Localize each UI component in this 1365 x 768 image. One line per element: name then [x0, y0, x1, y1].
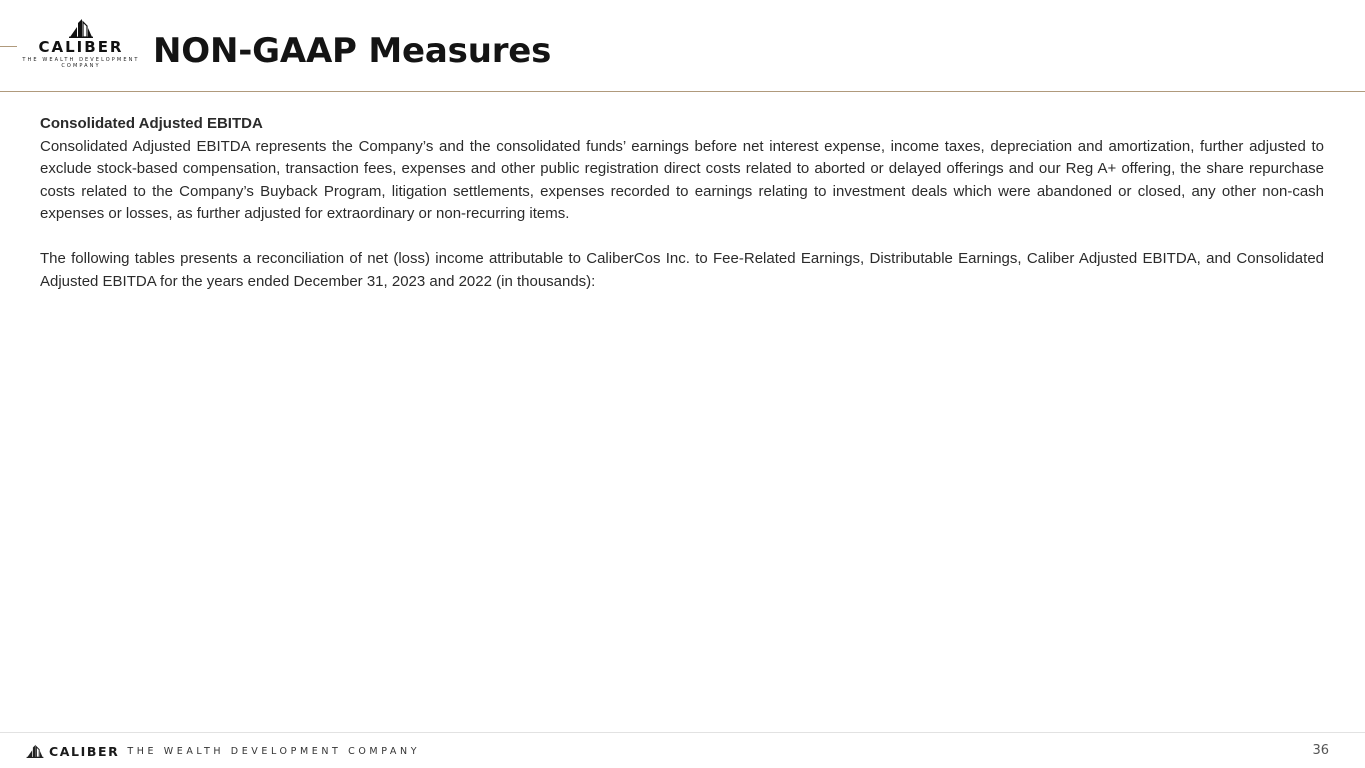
- footer-tagline: THE WEALTH DEVELOPMENT COMPANY: [127, 745, 421, 757]
- page-title: NON-GAAP Measures: [153, 31, 552, 71]
- slide-header: [0, 0, 1365, 93]
- footer-divider: [0, 732, 1365, 733]
- definition-paragraph: Consolidated Adjusted EBITDA represents the Company’s and the consolidated funds’ earnings before net interest expense, income taxes, depreciation and amortization, further adjusted to exclude stock-based compensation, transaction fees, expenses and other public registration direct costs related to aborted or delayed offerings and our Reg A+ offering, the share repurchase costs related to the Company’s Buyback Program, litigation settlements, expenses recorded to earnings relating to investment deals which were abandoned or closed, any other non-cash expenses or losses, as further adjusted for extraordinary or non-recurring items.: [40, 137, 1324, 222]
- caliber-building-icon: [25, 744, 45, 758]
- section-heading: Consolidated Adjusted EBITDA: [40, 115, 263, 132]
- logo-wordmark: CALIBER: [38, 38, 124, 56]
- page-number: 36: [1312, 743, 1329, 758]
- footer-wordmark: CALIBER: [49, 743, 120, 759]
- reconciliation-intro-paragraph: The following tables presents a reconciliation of net (loss) income attributable to CaliberCos Inc. to Fee-Related Earnings, Distributable Earnings, Caliber Adjusted EBITDA, and Consolidated Adjusted EBITDA for the years ended December 31, 2023 and 2022 (in thousands):: [40, 250, 1324, 290]
- caliber-logo: [22, 18, 140, 72]
- footer-brand: [25, 742, 420, 760]
- logo-tagline: THE WEALTH DEVELOPMENT COMPANY: [22, 57, 140, 69]
- header-accent-tick: [0, 46, 17, 47]
- caliber-building-icon: [68, 18, 94, 38]
- header-divider: [0, 91, 1365, 92]
- slide-body: [40, 113, 1324, 293]
